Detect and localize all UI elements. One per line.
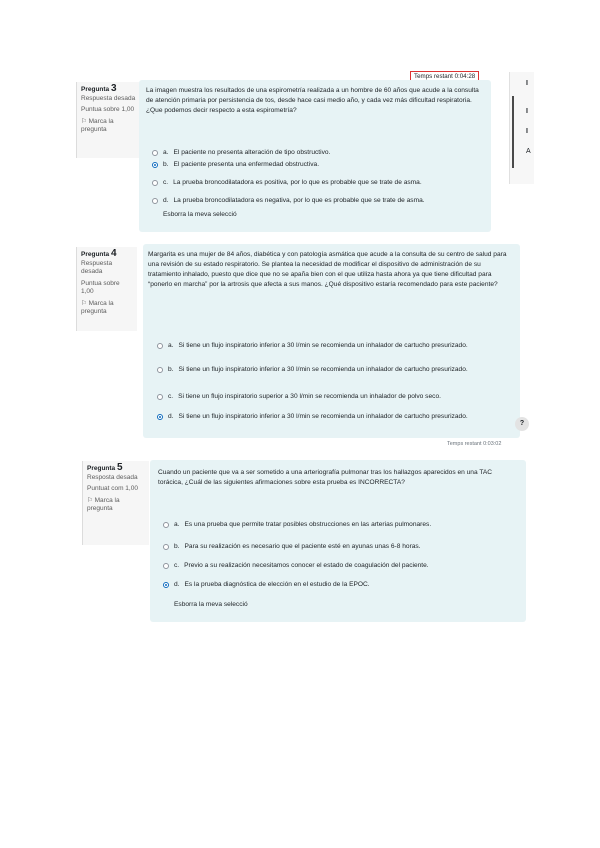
question-title: Pregunta <box>87 465 116 472</box>
question-text: Margarita es una mujer de 84 años, diabética y con patología asmática que acude a la consulta de su centro de salud para una revisión de su estado respiratorio. Se plantea la necesidad de modificar el dispositivo de administración de su tratamiento inhalado, puesto que dice que no se apaña bien con el que utiliza hasta ahora ya que tiene dificultad para “ponerlo en marcha” por la artrosis que afecta a sus manos. ¿Qué dispositivo estaría recomendado para este paciente? <box>148 251 507 288</box>
question-score: Puntuat com 1,00 <box>87 485 138 492</box>
radio-button[interactable] <box>163 563 169 569</box>
option-letter: d. <box>174 581 180 588</box>
side-panel-item[interactable]: A <box>526 148 531 155</box>
question-card <box>150 460 526 622</box>
clear-selection-link[interactable]: Esborra la meva selecció <box>163 211 237 218</box>
question-number: 5 <box>116 462 123 473</box>
side-panel-item[interactable]: I <box>526 108 528 115</box>
question-card <box>139 80 491 232</box>
option-letter: d. <box>168 413 174 420</box>
radio-button[interactable] <box>157 367 163 373</box>
option-letter: c. <box>174 562 180 569</box>
question-number: 4 <box>110 248 117 259</box>
answer-option-c[interactable] <box>157 392 517 402</box>
option-text: El paciente presenta una enfermedad obstructiva. <box>173 161 320 168</box>
option-text: La prueba broncodilatadora es negativa, por lo que es probable que se trate de asma. <box>173 197 425 204</box>
answer-option-d[interactable] <box>157 412 497 422</box>
option-text: Es la prueba diagnóstica de elección en el estudio de la EPOC. <box>184 581 370 588</box>
option-text: Si tiene un flujo inspiratorio inferior a 30 l/min se recomienda un inhalador de cartucho presurizado. <box>178 342 468 349</box>
timer: Temps restant 0:03:02 <box>447 441 502 447</box>
radio-button[interactable] <box>152 198 158 204</box>
option-letter: a. <box>174 521 180 528</box>
option-letter: c. <box>168 393 174 400</box>
radio-button[interactable] <box>152 150 158 156</box>
scrollbar[interactable] <box>512 96 514 168</box>
answer-option-d[interactable] <box>152 196 482 206</box>
question-text: La imagen muestra los resultados de una espirometría realizada a un hombre de 60 años que acude a la consulta de atención primaria por persistencia de tos, desde hace casi medio año, y cada vez más dificultad respiratoria. ¿Que podemos decir respecto a esta espirometría? <box>146 87 479 114</box>
answer-option-c[interactable] <box>163 561 513 571</box>
option-letter: d. <box>163 197 169 204</box>
option-letter: a. <box>168 342 174 349</box>
option-letter: a. <box>163 149 169 156</box>
radio-button[interactable] <box>157 394 163 400</box>
side-panel-item[interactable]: I <box>526 128 528 135</box>
clear-selection-link[interactable]: Esborra la meva selecció <box>174 601 248 608</box>
option-letter: b. <box>163 161 169 168</box>
answer-option-a[interactable] <box>152 148 482 158</box>
question-info <box>76 82 140 158</box>
question-status: Resposta desada <box>87 473 138 481</box>
radio-button[interactable] <box>152 162 158 168</box>
option-letter: b. <box>174 543 180 550</box>
question-info <box>76 247 137 331</box>
question-status: Respuesta desada <box>81 94 136 102</box>
flag-question-link[interactable]: ⚐ Marca la pregunta <box>81 299 114 315</box>
question-title: Pregunta <box>81 86 110 93</box>
answer-option-b[interactable] <box>163 542 513 552</box>
radio-button[interactable] <box>157 414 163 420</box>
side-panel-item[interactable]: I <box>526 80 528 87</box>
option-text: Si tiene un flujo inspiratorio inferior a 30 l/min se recomienda un inhalador de cartucho presurizado. <box>178 366 468 373</box>
option-text: Es una prueba que permite tratar posibles obstrucciones en las arterias pulmonares. <box>184 521 432 528</box>
option-text: Si tiene un flujo inspiratorio superior a 30 l/min se recomienda un inhalador de polvo seco. <box>178 393 441 400</box>
question-card <box>143 244 520 438</box>
question-score: Puntua sobre 1,00 <box>81 279 120 295</box>
option-text: Para su realización es necesario que el paciente esté en ayunas unas 6-8 horas. <box>184 543 421 550</box>
question-status: Respuesta desada <box>81 259 113 275</box>
question-info <box>82 461 149 545</box>
answer-option-a[interactable] <box>163 520 513 530</box>
radio-button[interactable] <box>163 544 169 550</box>
answer-option-a[interactable] <box>157 341 497 351</box>
flag-question-link[interactable]: ⚐ Marca la pregunta <box>81 117 114 133</box>
option-letter: b. <box>168 366 174 373</box>
answer-option-d[interactable] <box>163 580 513 590</box>
question-text: Cuando un paciente que va a ser sometido a una arteriografía pulmonar tras los hallazgos aparecidos en una TAC torácica, ¿Cuál de las siguientes afirmaciones sobre esta prueba es INCORRECTA? <box>158 469 493 486</box>
radio-button[interactable] <box>152 180 158 186</box>
question-number: 3 <box>110 83 117 94</box>
option-text: Si tiene un flujo inspiratorio inferior a 30 l/min se recomienda un inhalador de cartucho presurizado. <box>178 413 468 420</box>
option-letter: c. <box>163 179 169 186</box>
option-text: Previo a su realización necesitamos conocer el estado de coagulación del paciente. <box>184 562 429 569</box>
option-text: La prueba broncodilatadora es positiva, por lo que es probable que se trate de asma. <box>173 179 422 186</box>
question-title: Pregunta <box>81 251 110 258</box>
help-button[interactable]: ? <box>515 417 529 431</box>
radio-button[interactable] <box>163 522 169 528</box>
answer-option-b[interactable] <box>157 365 497 375</box>
timer: Temps restant 0:04:28 <box>410 71 479 82</box>
question-score: Puntua sobre 1,00 <box>81 106 135 113</box>
answer-option-b[interactable] <box>152 160 482 170</box>
answer-option-c[interactable] <box>152 178 482 188</box>
radio-button[interactable] <box>163 582 169 588</box>
radio-button[interactable] <box>157 343 163 349</box>
flag-question-link[interactable]: ⚐ Marca la pregunta <box>87 496 120 512</box>
option-text: El paciente no presenta alteración de tipo obstructivo. <box>173 149 331 156</box>
